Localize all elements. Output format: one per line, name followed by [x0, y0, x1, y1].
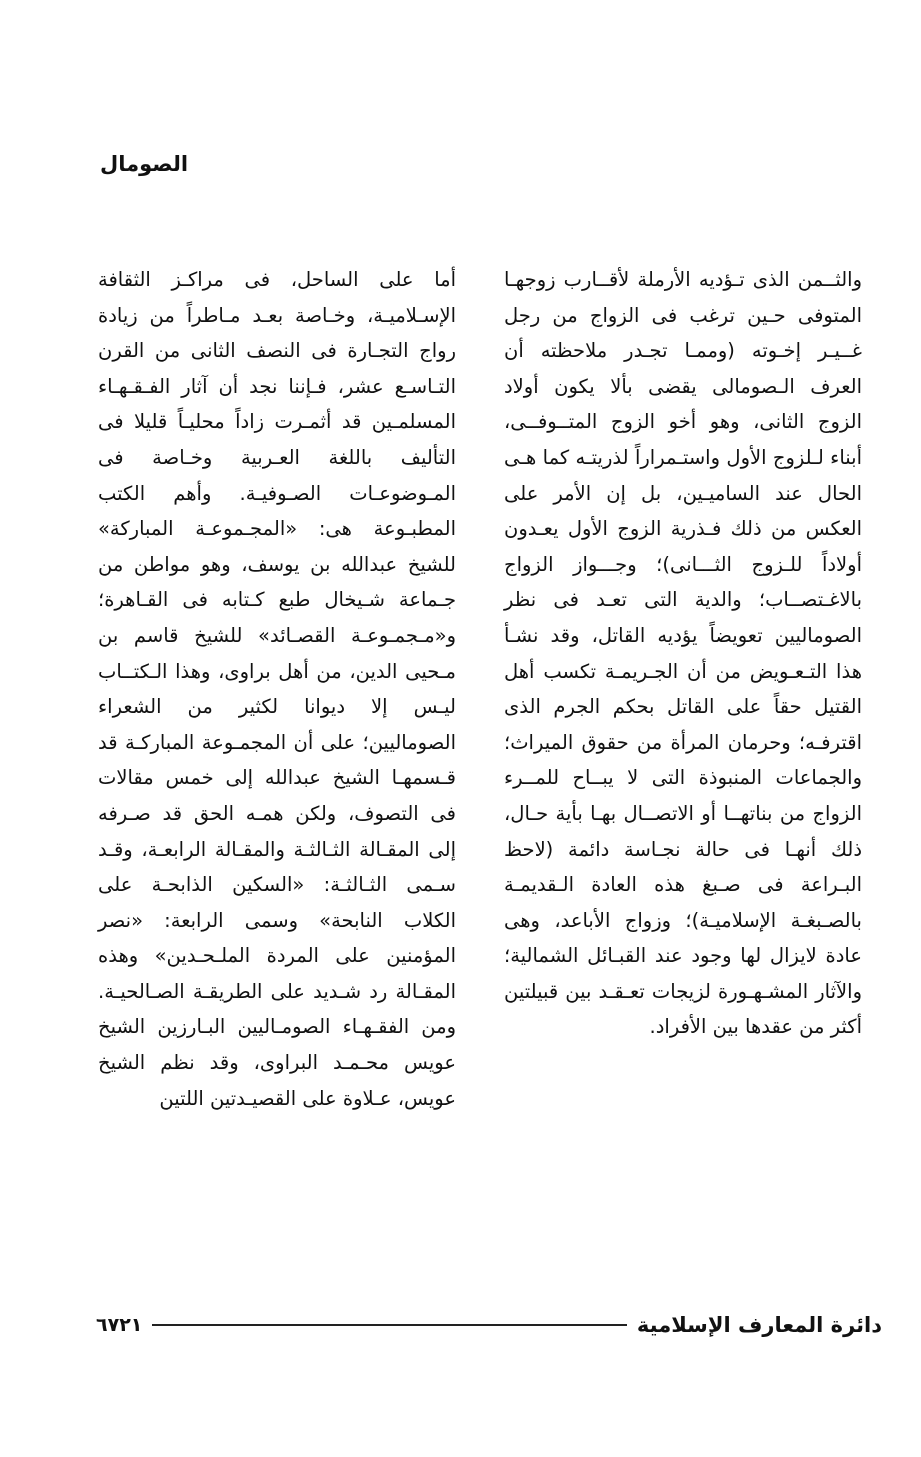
footer-book-title: دائرة المعارف الإسلامية	[636, 1313, 882, 1337]
text-column-left	[98, 262, 456, 1116]
page-number: ٦٧٢١	[96, 1314, 143, 1336]
running-header: الصومال	[100, 152, 189, 176]
paragraph: أما على الساحل، فى مراكـز الثقافة الإسـلاميـة، وخـاصة بعـد مـاطراً من زيادة رواج التجـارة فى النصف الثانى من القرن التـاسـع عشر، فـإننا نجد أن آثار الفـقـهـاء المسلمـين قد أثمـرت زاداً محليـاً قليلا فى التأليف باللغة العـربية وخـاصة فى المـوضوعـات الصـوفيـة. وأهم الكتب المطبـوعة هى: «المجـموعـة المباركة» للشيخ عبدالله بن يوسف، وهو مواطن من جـماعة شـيخال طبع كـتابه فى القـاهرة؛ و«مـجمـوعـة القصـائد» للشيخ قاسم بن مـحيى الدين، من أهل براوى، وهذا الـكتــاب ليـس إلا ديوانا لكثير من الشعراء الصوماليين؛ على أن المجمـوعة المباركـة قد قـسمهـا الشيخ عبدالله إلى خمس مقالات فى التصوف، ولكن همـه الحق قد صـرفه إلى المقـالة الثـالثـة والمقـالة الرابعـة، وقـد سـمى الثـالثـة: «السكين الذابحـة على الكلاب النابحة» وسمى الرابعة: «نصر المؤمنين على المردة الملـحـدين» وهذه المقـالة رد شـديد على الطريقـة الصـالحيـة. ومن الفقـهـاء الصومـاليين البـارزين الشيخ عويس محـمـد البراوى، وقد نظم الشيخ عويس، عـلاوة على القصيـدتين اللتين	[98, 268, 456, 1110]
page-footer	[96, 1308, 882, 1342]
footer-divider	[152, 1324, 627, 1326]
paragraph: والثــمن الذى تـؤديه الأرملة لأقــارب زوجهـا المتوفى حـين ترغب فى الزواج من رجل غــيـر إخـوته (وممـا تجـدر ملاحظته أن العرف الـصومالى يقضى بألا يكون أولاد الزوج الثانى، وهو أخو الزوج المتــوفــى، أبناء لـلزوج الأول واستـمراراً لذريتـه كما هـى الحال عند الساميـين، بل إن الأمر على العكس من ذلك فـذرية الزوج الأول يعـدون أولاداً للـزوج الثـــانى)؛ وجـــواز الزواج بالاغـتصــاب؛ والدية التى تعـد فى نظر الصوماليين تعويضاً يؤديه القاتل، وقد نشـأ هذا التـعـويض من أن الجـريمـة تكسب أهل القتيل حقاً على القاتل بحكم الجرم الذى اقترفـه؛ وحرمان المرأة من حقوق الميراث؛ والجماعات المنبوذة التى لا يبــاح للمــرء الزواج من بناتهــا أو الاتصــال بهـا بأية حـال، ذلك أنهـا فى حالة نجـاسة دائمة (لاحظ البـراعة فى صـبغ هذه العادة الـقديمـة بالصـبغـة الإسلاميـة)؛ وزواج الأباعد، وهى عادة لايزال لها وجود عند القبـائل الشمالية؛ والآثار المشـهـورة لزيجات تعـقـد بين قبيلتين أكثر من عقدها بين الأفراد.	[504, 268, 862, 1039]
text-column-right	[504, 262, 862, 1045]
